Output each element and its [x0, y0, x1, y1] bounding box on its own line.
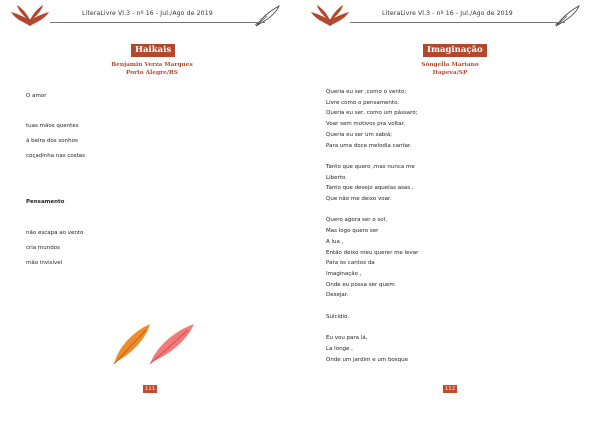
author-block [102, 61, 202, 77]
poem-line: Queria eu ser, como um pássaro; [326, 110, 418, 117]
page-number: 111 [144, 386, 156, 392]
poem-line: Mas logo quero ser [326, 228, 379, 235]
poem2-line: cria mundos [26, 245, 60, 251]
author-name: Benjamin Verza Marques [111, 62, 193, 68]
poem-line: Voar sem motivos pra voltar. [326, 121, 406, 128]
author-name: Sóngella Mariano [421, 62, 479, 68]
poem-line: Desejar. [326, 292, 349, 299]
poem-line: Tanto que desejo aquelas asas , [326, 185, 414, 192]
poem-line: Eu vou para lá, [326, 335, 368, 342]
poem1-title: O amor [26, 93, 47, 99]
poem-line: Para uma doce melodia cantar. [326, 142, 412, 149]
poem-line: Suicídio. [326, 313, 350, 320]
poem-line: Onde um jardim e um bosque [326, 356, 409, 363]
poem1-line: tuas mãos quentes [26, 123, 79, 129]
quill-icon [552, 4, 582, 28]
winged-logo-icon [10, 4, 50, 30]
poem1-line: coçadinha nas costas [26, 153, 86, 159]
poem-line: Imaginação , [326, 270, 362, 277]
poem-line: Tanto que quero ,mas nunca me [326, 163, 415, 170]
poem-line: Quero agora ser o sol, [326, 217, 387, 224]
poem1-line: à beira dos sonhos [26, 138, 78, 144]
poem-title-badge: Haikais [131, 44, 175, 57]
page-number: 112 [444, 386, 456, 392]
poem-line: Então deixo meu querer me levar [326, 249, 419, 256]
poem-line: Que não me deixo voar. [326, 196, 392, 202]
author-place: Porto Alegre/RS [126, 70, 178, 76]
poem-line: Para os cantos da [326, 260, 375, 267]
poem-line: Queria eu ser ,como o vento; [326, 89, 407, 95]
poem2-line: não escapa ao vento [26, 230, 84, 236]
poem-line: A lua , [326, 238, 344, 245]
poem-line: Liberto. [326, 174, 347, 181]
author-place: Itapeva/SP [432, 70, 468, 76]
right-page [300, 0, 600, 424]
quill-icon [252, 4, 282, 28]
header-text: LiteraLivre Vl.3 - nº 16 - Jul./Ago de 2019 [82, 10, 213, 17]
winged-logo-icon [310, 4, 350, 30]
poem-line: Livre como o pensamento. [326, 99, 400, 106]
header-rule [50, 22, 265, 23]
poem-line: La longe , [326, 345, 353, 352]
header-rule [350, 22, 565, 23]
poem-line: Onde eu possa ser quem [326, 281, 395, 288]
poem-line: Queria eu ser um sabiá; [326, 131, 393, 138]
poem2-line: mão invisível [26, 260, 63, 266]
header-text: LiteraLivre Vl.3 - nº 16 - Jul./Ago de 2019 [382, 10, 513, 17]
feathers-illustration-icon [110, 318, 198, 368]
author-block [400, 61, 500, 77]
poem-title-badge: Imaginação [423, 44, 487, 57]
poem2-title: Pensamento [26, 199, 65, 205]
